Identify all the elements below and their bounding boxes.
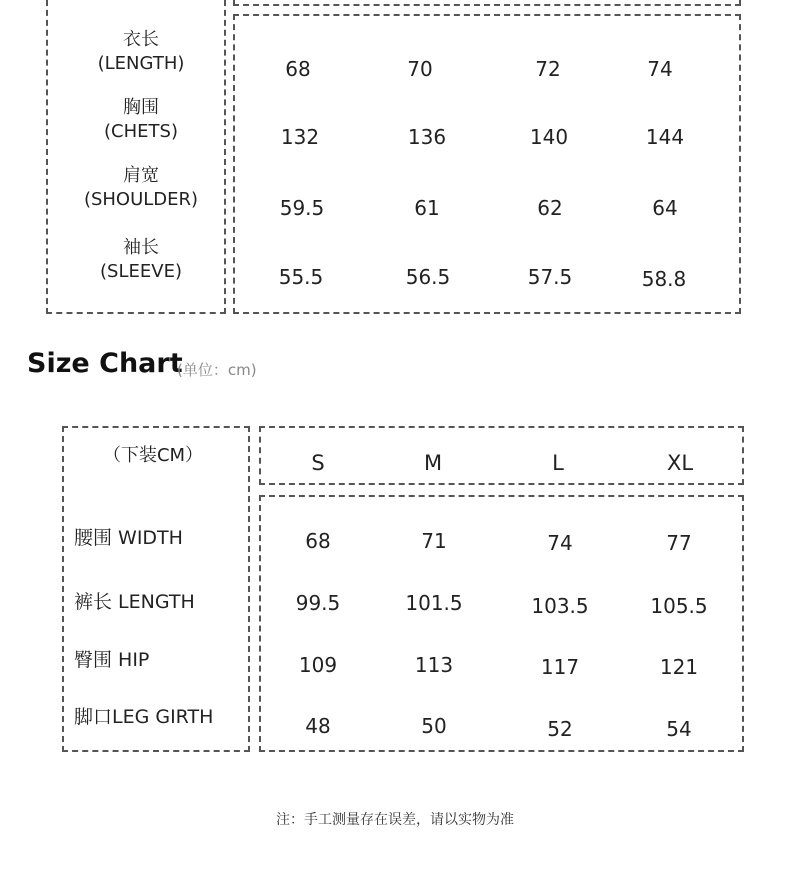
bottom-row-label: 脚口LEG GIRTH xyxy=(74,706,214,728)
top-cell: 58.8 xyxy=(641,267,687,291)
top-cell: 57.5 xyxy=(527,265,573,289)
top-row-label-en: (SHOULDER) xyxy=(83,189,199,210)
bottom-cell: 74 xyxy=(547,531,573,555)
bottom-cell: 77 xyxy=(666,531,692,555)
top-row-label xyxy=(98,28,185,76)
size-chart-unit: (单位：cm) xyxy=(177,361,257,379)
bottom-row-label: 腰围 WIDTH xyxy=(74,527,183,549)
bottom-cell: 101.5 xyxy=(405,591,463,615)
top-cell: 55.5 xyxy=(278,265,324,289)
top-cell: 64 xyxy=(652,196,678,220)
bottom-row-label: 裤长 LENGTH xyxy=(74,591,195,613)
top-row-label-en: (CHETS) xyxy=(104,121,178,142)
bottom-cell: 113 xyxy=(414,653,454,677)
top-cell: 144 xyxy=(645,125,685,149)
top-cell: 62 xyxy=(537,196,563,220)
bottom-cell: 105.5 xyxy=(650,594,708,618)
bottom-cell: 50 xyxy=(421,714,447,738)
bottom-cell: 68 xyxy=(305,529,331,553)
top-cell: 56.5 xyxy=(405,265,451,289)
bottom-cell: 52 xyxy=(547,717,573,741)
top-cell: 140 xyxy=(529,125,569,149)
top-cell: 136 xyxy=(407,125,447,149)
top-row-label-en: (SLEEVE) xyxy=(100,261,182,282)
top-cell: 59.5 xyxy=(279,196,325,220)
bottom-cell: 103.5 xyxy=(531,594,589,618)
bottom-row-label: 臀围 HIP xyxy=(74,649,150,671)
bottom-cell: 109 xyxy=(298,653,338,677)
top-row-label-en: (LENGTH) xyxy=(97,53,185,74)
size-chart-title: Size Chart xyxy=(27,348,183,379)
top-row-label-zh: 肩宽 xyxy=(123,165,159,186)
size-header: L xyxy=(552,451,564,475)
top-row-label xyxy=(104,96,178,144)
size-header: XL xyxy=(666,451,694,475)
size-header: S xyxy=(311,451,325,475)
size-header: M xyxy=(423,451,443,475)
bottom-cell: 54 xyxy=(666,717,692,741)
top-row-label-zh: 胸围 xyxy=(122,97,159,118)
top-cell: 74 xyxy=(647,57,673,81)
top-header-box xyxy=(233,0,741,6)
top-cell: 61 xyxy=(414,196,440,220)
bottom-header-label: （下装CM） xyxy=(102,445,204,466)
top-row-label-zh: 衣长 xyxy=(123,29,159,50)
bottom-cell: 99.5 xyxy=(295,591,341,615)
measurement-note: 注：手工测量存在误差，请以实物为准 xyxy=(276,812,514,828)
top-row-label xyxy=(100,236,182,284)
top-cell: 68 xyxy=(285,57,311,81)
bottom-cell: 117 xyxy=(540,655,580,679)
top-row-label xyxy=(84,164,198,212)
bottom-cell: 121 xyxy=(659,655,699,679)
top-row-label-zh: 袖长 xyxy=(123,237,159,258)
bottom-cell: 71 xyxy=(421,529,447,553)
top-cell: 72 xyxy=(535,57,561,81)
bottom-cell: 48 xyxy=(305,714,331,738)
top-cell: 70 xyxy=(407,57,433,81)
bottom-label-column-box xyxy=(62,426,250,752)
top-cell: 132 xyxy=(280,125,320,149)
